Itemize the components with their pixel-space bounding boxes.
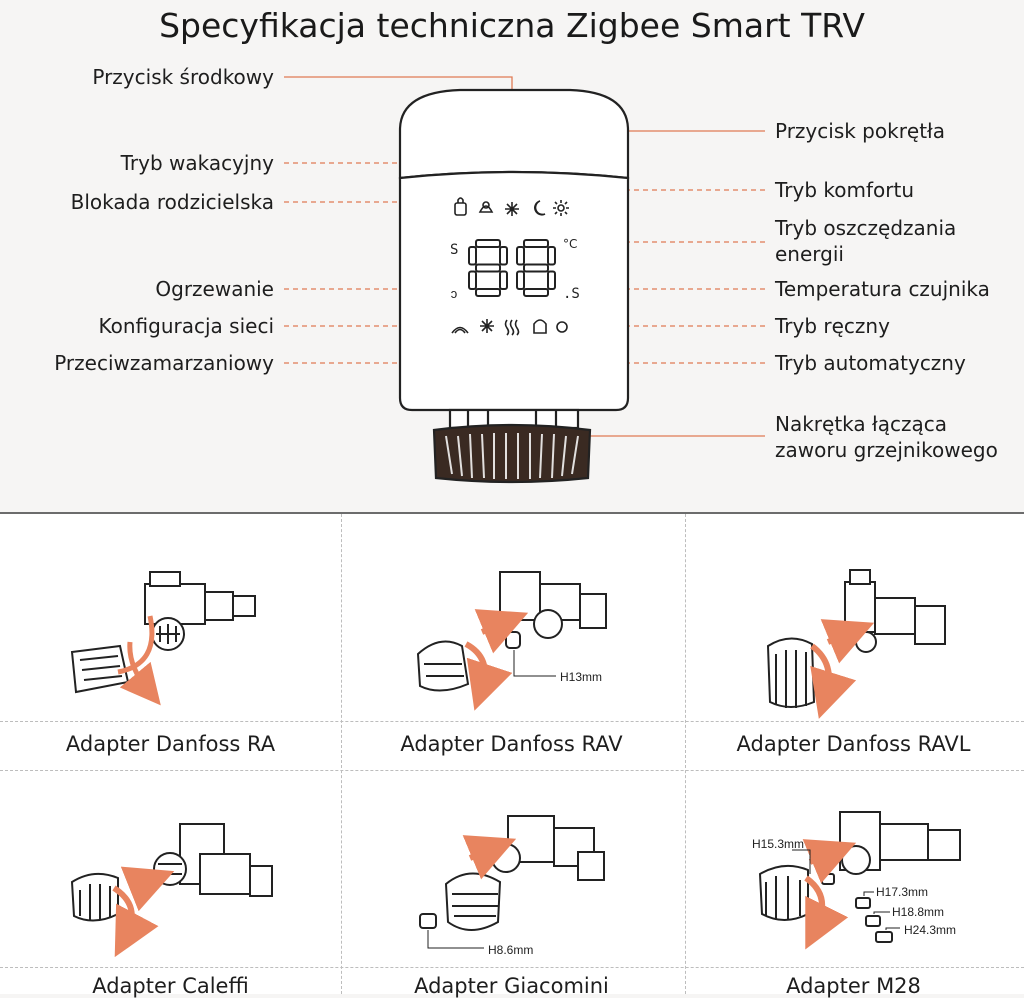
- svg-text:S: S: [450, 242, 459, 258]
- dim-h8-6: H8.6mm: [488, 943, 534, 957]
- label-valve-nut: [775, 411, 998, 463]
- caption-m28: Adapter M28: [786, 974, 921, 998]
- adapter-giacomini-drawing: [420, 816, 604, 930]
- label-eco-mode-line-2: energii: [775, 242, 844, 266]
- label-knob-button: Przycisk pokrętła: [775, 119, 945, 143]
- dim-h17-3: H17.3mm: [876, 885, 929, 899]
- knob-top: [400, 90, 628, 178]
- dim-h24-3: H24.3mm: [904, 923, 957, 937]
- svg-text:°C: °C: [563, 237, 578, 251]
- caption-danfoss-ra: Adapter Danfoss RA: [65, 732, 276, 756]
- dim-h13: H13mm: [560, 670, 603, 684]
- dimension-leader: [428, 930, 484, 948]
- arrow-icon: [132, 880, 152, 888]
- label-valve-nut-line-1: Nakrętka łącząca: [775, 412, 947, 436]
- caption-danfoss-ravl: Adapter Danfoss RAVL: [736, 732, 971, 756]
- valve-nut: [434, 425, 590, 482]
- arrow-icon: [828, 632, 852, 642]
- caption-danfoss-rav: Adapter Danfoss RAV: [400, 732, 623, 756]
- arrow-icon: [810, 852, 834, 862]
- arrow-icon: [470, 848, 494, 858]
- dim-h18-8: H18.8mm: [892, 905, 945, 919]
- label-auto-mode: Tryb automatyczny: [775, 351, 966, 375]
- snowflake-icon-bottom: [480, 319, 494, 333]
- adapter-danfoss-ravl-drawing: [768, 570, 945, 708]
- label-sensor-temp: Temperatura czujnika: [775, 277, 990, 301]
- rotate-arrow-icon: [812, 646, 829, 696]
- caption-giacomini: Adapter Giacomini: [414, 974, 609, 998]
- dimension-leader: [514, 650, 556, 676]
- svg-text:ↄ: ↄ: [450, 287, 458, 302]
- label-eco-mode-line-1: Tryb oszczędzania: [775, 216, 957, 240]
- label-eco-mode: [775, 215, 956, 267]
- snowflake-icon-top: [505, 202, 519, 216]
- label-vacation-mode: Tryb wakacyjny: [120, 151, 274, 175]
- label-anti-freeze: Przeciwzamarzaniowy: [54, 351, 274, 375]
- label-heating: Ogrzewanie: [155, 277, 274, 301]
- label-parental-lock: Blokada rodzicielska: [70, 190, 274, 214]
- arrow-icon: [482, 622, 506, 632]
- label-center-button: Przycisk środkowy: [92, 65, 274, 89]
- adapter-caleffi-drawing: [72, 824, 272, 921]
- label-network-config: Konfiguracja sieci: [98, 314, 274, 338]
- label-comfort-mode: Tryb komfortu: [775, 178, 914, 202]
- label-valve-nut-line-2: zaworu grzejnikowego: [775, 438, 998, 462]
- rotate-arrow-icon: [466, 644, 485, 688]
- page-title: Specyfikacja techniczna Zigbee Smart TRV: [159, 6, 865, 45]
- svg-text:.S: .S: [563, 286, 580, 302]
- adapter-danfoss-ra-drawing: [72, 572, 255, 692]
- label-manual-mode: Tryb ręczny: [775, 314, 890, 338]
- dim-h15-3: H15.3mm: [752, 837, 805, 851]
- caption-caleffi: Adapter Caleffi: [92, 974, 249, 998]
- adapters-grid: [0, 512, 1024, 998]
